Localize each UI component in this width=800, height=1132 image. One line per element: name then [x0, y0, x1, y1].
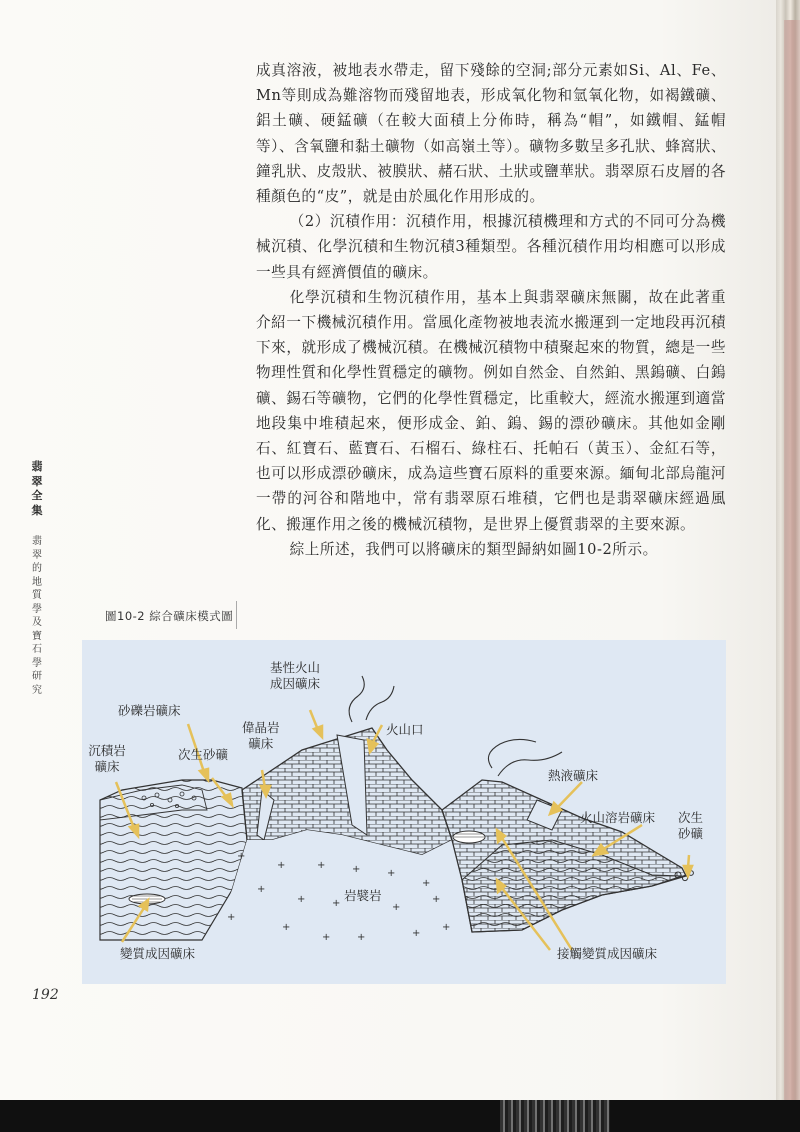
- label-sedimentary: 沉積岩 礦床: [88, 743, 126, 774]
- svg-text:+: +: [357, 932, 366, 943]
- svg-text:+: +: [332, 898, 341, 909]
- label-metamorphic: 變質成因礦床: [120, 946, 196, 961]
- scan-artifact: [500, 1100, 610, 1132]
- right-strata: [442, 780, 693, 932]
- svg-text:+: +: [322, 932, 331, 943]
- svg-text:+: +: [317, 860, 326, 871]
- book-cover-edge: [784, 20, 800, 1100]
- label-conglomerate: 砂礫岩礦床: [118, 703, 181, 718]
- label-secondary-placer-right: 次生 砂礦: [678, 810, 704, 841]
- svg-text:+: +: [442, 922, 451, 933]
- svg-text:+: +: [387, 868, 396, 879]
- series-title: 翡 翠 全 集: [31, 460, 43, 517]
- paragraph: （2）沉積作用：沉積作用，根據沉積機理和方式的不同可分為機械沉積、化學沉積和生物沉積3種類型。各種沉積作用均相應可以形成一些具有經濟價值的礦床。: [256, 213, 726, 281]
- paragraph: 綜上所述，我們可以將礦床的類型歸納如圖10-2所示。: [289, 540, 658, 558]
- caption-divider: [236, 601, 237, 629]
- svg-text:+: +: [237, 851, 246, 862]
- paragraph: 成真溶液，被地表水帶走，留下殘餘的空洞;部分元素如Si、Al、Fe、Mn等則成為難溶物而殘留地表，形成氧化物和氫氧化物，如褐鐵礦、鋁土礦、硬錳礦（在較大面積上分佈時，稱為“帽”，如鐵帽、錳帽等）、含氧鹽和黏土礦物（如高嶺土等）。礦物多數呈多孔狀、蜂窩狀、鐘乳狀、皮殼狀、被膜狀、赭石狀、土狀或鹽華狀。翡翠原石皮層的各種顏色的“皮”，就是由於風化作用形成的。: [256, 62, 727, 206]
- svg-text:+: +: [257, 884, 266, 895]
- deposit-model-figure: [82, 640, 726, 984]
- svg-text:+: +: [227, 912, 236, 923]
- svg-text:+: +: [282, 922, 291, 933]
- svg-text:+: +: [392, 902, 401, 913]
- svg-text:+: +: [352, 864, 361, 875]
- label-hydrothermal: 熱液礦床: [548, 768, 599, 783]
- label-batholith: 岩襞岩: [344, 888, 382, 903]
- label-secondary-placer-left: 次生砂礦: [178, 747, 229, 762]
- svg-text:+: +: [432, 894, 441, 905]
- label-volcanic-lava: 火山溶岩礦床: [580, 810, 656, 825]
- svg-text:+: +: [297, 894, 306, 905]
- svg-text:+: +: [412, 928, 421, 939]
- page-number: 192: [32, 987, 59, 1003]
- svg-text:+: +: [422, 878, 431, 889]
- label-basic-volcanic: 基性火山 成因礦床: [270, 660, 321, 691]
- scan-border: [0, 1100, 800, 1132]
- label-contact-metamorphic: 接觸變質成因礦床: [557, 946, 658, 961]
- svg-text:+: +: [277, 860, 286, 871]
- body-text: [256, 58, 726, 562]
- paragraph: 化學沉積和生物沉積作用，基本上與翡翠礦床無關，故在此著重介紹一下機械沉積作用。當風化產物被地表流水搬運到一定地段再沉積下來，就形成了機械沉積。在機械沉積物中積聚起來的物質，總是一些物理性質和化學性質穩定的礦物。例如自然金、自然鉑、黑鎢礦、白鎢礦、錫石等礦物，它們的化學性質穩定，比重較大，經流水搬運到適當地段集中堆積起來，便形成金、鉑、鎢、錫的漂砂礦床。其他如金剛石、紅寶石、藍寶石、石榴石、綠柱石、托帕石（黃玉）、金紅石等，也可以形成漂砂礦床，成為這些寶石原料的重要來源。緬甸北部烏龍河一帶的河谷和階地中，常有翡翠原石堆積，它們也是翡翠礦床經過風化、搬運作用之後的機械沉積物，是世界上優質翡翠的主要來源。: [256, 288, 726, 533]
- label-crater: 火山口: [386, 722, 424, 737]
- figure-caption: 圖10-2 綜合礦床模式圖: [105, 609, 234, 623]
- label-pegmatite: 偉晶岩 礦床: [242, 720, 280, 751]
- series-subtitle: 翡 翠 的 地 質 學 及 寶 石 學 研 究: [32, 536, 42, 696]
